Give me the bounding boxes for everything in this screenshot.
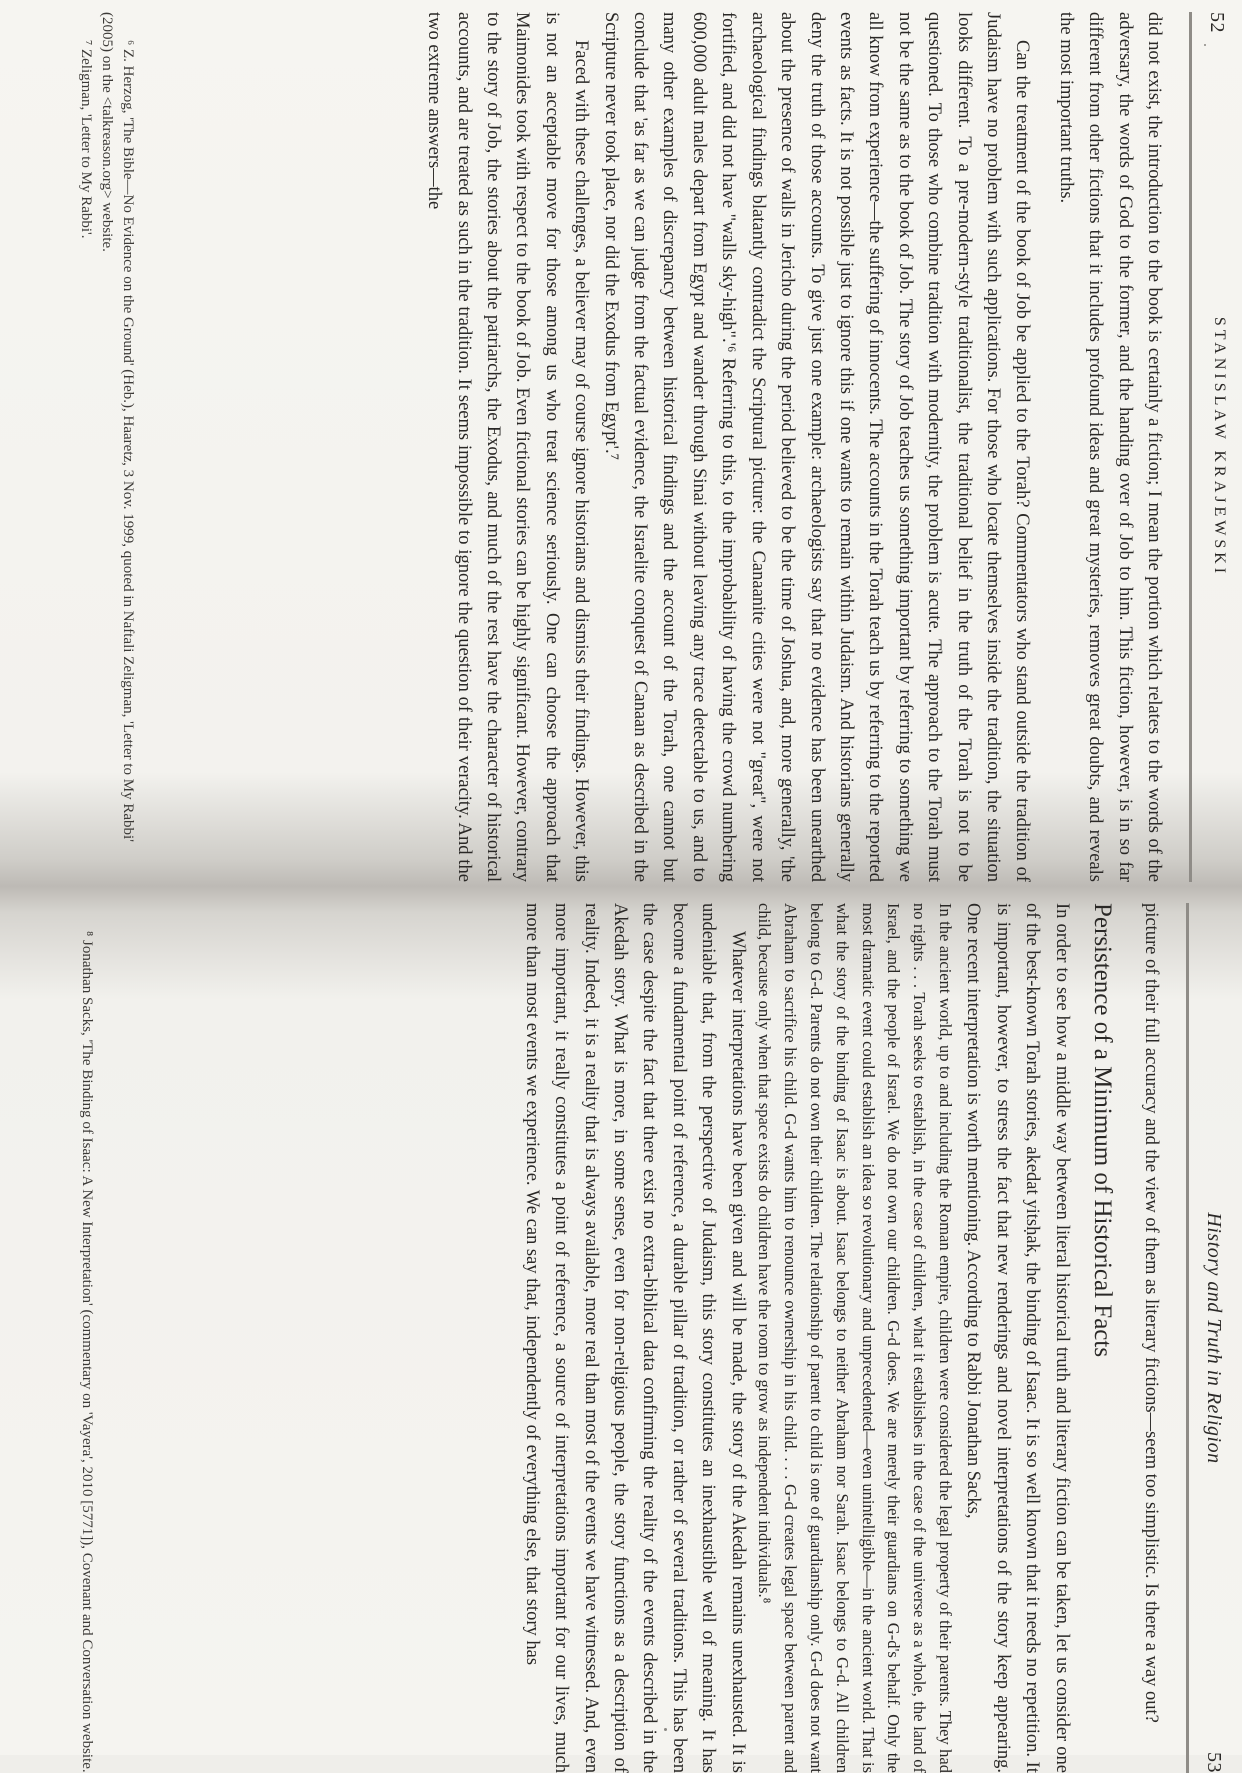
paragraph: In order to see how a middle way between literal historical truth and literary fiction can be taken, let us consider one of the best-known Torah stories, akedat yitsḥak, the binding of Isaac. It is so well known that it needs no repetition. It is important, however, to stress the fact that new renderings and novel interpretations of the story keep appearing. One recent interpretation is worth mentioning. According to Rabbi Jonathan Sacks,	[963, 903, 1072, 1773]
paragraph: picture of their full accuracy and the view of them as literary fictions—seem too simplistic. Is there a way out?	[1141, 903, 1161, 1723]
paragraph: Can the treatment of the book of Job be applied to the Torah? Commentators who stand outside the tradition of Judaism have no problem with such applications. For those who locate themselves inside the tradition, the situation looks different. To a pre-modern-style traditionalist, the traditional belief in the truth of the Torah is not to be questioned. To those who combine tradition with modernity, the problem is acute. The approach to the Torah must not be the same as to the book of Job. The story of Job teaches us something important by referring to something we all know from experience—the suffering of innocents. The accounts in the Torah teach us by referring to the reported events as facts. It is not possible just to ignore this if one wants to remain within Judaism. And historians generally deny the truth of those accounts. To give just one example: archaeologists say that no evidence has been unearthed about the presence of walls in Jericho during the period believed to be the time of Joshua, and, more generally, 'the archaeological findings blatantly contradict the Scriptural picture: the Canaanite cities were not "great", were not fortified, and did not have "walls sky-high".'⁶ Referring to this, to the improbability of having the crowd numbering 600,000 adult males depart from Egypt and wander through Sinai without leaving any trace detectable to us, and to many other examples of discrepancy between historical findings and the account of the Torah, one cannot but conclude that 'as far as we can judge from the factual evidence, the Israelite conquest of Canaan as described in the Scripture never took place, nor did the Exodus from Egypt'.⁷	[600, 12, 1033, 882]
section-heading: Persistence of a Minimum of Historical Facts	[1088, 903, 1116, 1358]
left-page-text	[419, 12, 1168, 882]
page-number-right: 53	[1203, 1752, 1225, 1773]
running-head-author: STANISLAW KRAJEWSKI	[1211, 316, 1228, 578]
footnote: ⁸ Jonathan Sacks, 'The Binding of Isaac: A New Interpretation' (commentary on 'Vayera', 2010 [5771]), Covenant and Conversation website.	[79, 931, 95, 1773]
footnote: ⁷ Zeligman, 'Letter to My Rabbi'.	[78, 40, 94, 239]
paragraph: Faced with these challenges, a believer may of course ignore historians and dismiss their findings. However, this is not an acceptable move for those among us who treat science seriously. One can choose the approach that Maimonides took with respect to the book of Job. Even fictional stories can be highly significant. However, contrary to the story of Job, the stories about the patriarchs, the Exodus, and much of the rest have the character of historical accounts, and are treated as such in the tradition. It seems impossible to ignore the question of their veracity. And the two extreme answers—the	[424, 12, 592, 882]
footnotes-left	[75, 12, 138, 882]
page-number-left: 52	[1206, 12, 1228, 33]
left-page-header	[1202, 12, 1228, 882]
footnote: ⁶ Z. Herzog, 'The Bible—No Evidence on the Ground' (Heb.), Haaretz, 3 Nov. 1999, quoted in Naftali Zeligman, 'Letter to My Rabbi' (2005) on the <talkreason.org> website.	[99, 12, 136, 842]
block-quote: In the ancient world, up to and including the Roman empire, children were considered the legal property of their parents. They had no rights . . . Torah seeks to establish, in the case of children, what it establishes in the case of the universe as a whole, the land of Israel, and the people of Israel. We do not own our children. G-d does. We are merely their guardians on G-d's behalf. Only the most dramatic event could establish an idea so revolutionary and unprecedented—even unintelligible—in the ancient world. That is what the story of the binding of Isaac is about. Isaac belongs to neither Abraham nor Sarah. Isaac belongs to G-d. All children belong to G-d. Parents do not own their children. The relationship of parent to child is one of guardianship only. G-d does not want Abraham to sacrifice his child. G-d wants him to renounce ownership in his child. . . . G-d creates legal space between parent and child, because only when that space exists do children have the room to grow as independent individuals.⁸	[755, 903, 955, 1773]
right-page	[35, 903, 1225, 1773]
footnotes-right	[76, 903, 97, 1773]
paragraph: did not exist, the introduction to the book is certainly a fiction; I mean the portion which relates to the words of the adversary, the words of God to the former, and the handing over of Job to him. This fiction, however, is in so far different from other fictions that it includes profound ideas and great mysteries, removes great doubts, and reveals the most important truths.	[1055, 12, 1164, 882]
right-page-header	[1199, 903, 1225, 1773]
scan-speck	[1204, 44, 1206, 46]
scan-speck	[664, 1728, 667, 1731]
left-page	[38, 12, 1228, 882]
right-page-text	[516, 903, 1165, 1773]
paragraph: Whatever interpretations have been given and will be made, the story of the Akedah remains unexhausted. It is undeniable that, from the perspective of Judaism, this story constitutes an inexhaustible well of meaning. It has become a fundamental point of reference, a durable pillar of tradition, or rather of several traditions. This has been the case despite the fact that there exist no extra-biblical data confirming the reality of the events described in the Akedah story. What is more, in some sense, even for non-religious people, the story functions as a description of reality. Indeed, it is a reality that is always available, more real than most of the events we have witnessed. And, even more important, it really constitutes a point of reference, a source of interpretations important for our lives, much more than most events we experience. We can say that, independently of everything else, that story has	[521, 903, 748, 1773]
header-rule	[1189, 12, 1192, 882]
running-head-title: History and Truth in Religion	[1203, 1212, 1225, 1464]
header-rule	[1186, 903, 1189, 1773]
